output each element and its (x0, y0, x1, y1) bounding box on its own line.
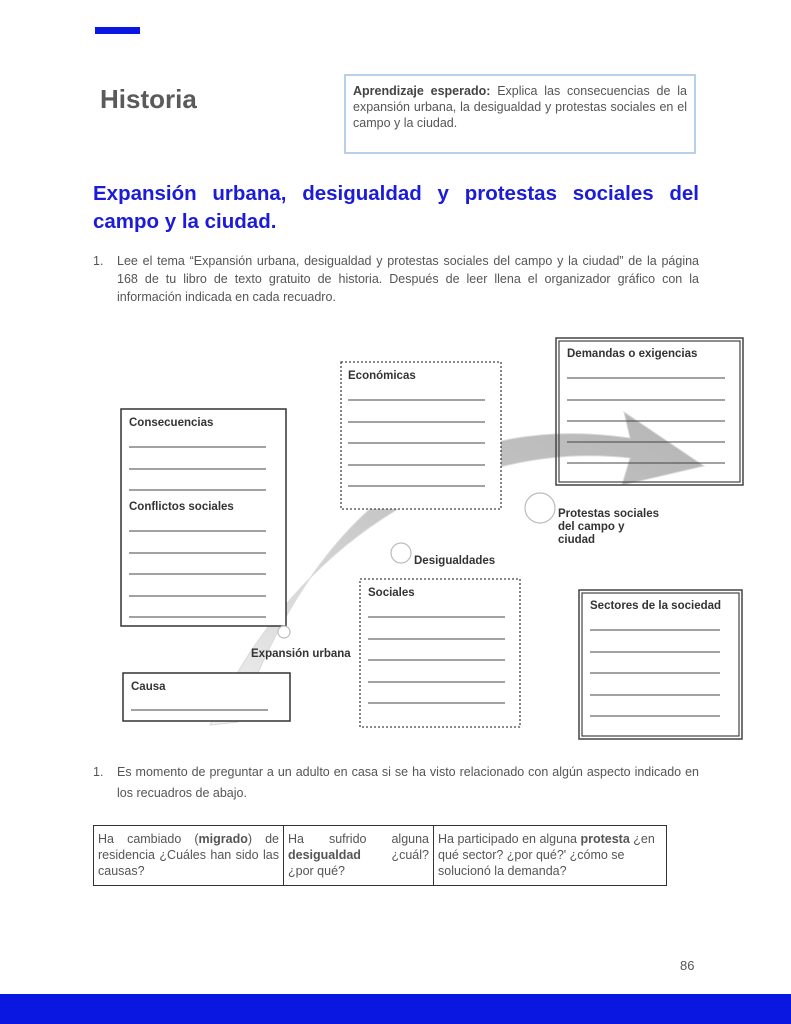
causa-box[interactable] (123, 673, 290, 721)
desigualdades-node (391, 543, 411, 563)
consecuencias-box[interactable] (121, 409, 286, 626)
sectores-box[interactable] (579, 590, 742, 739)
protestas-label-line3: ciudad (558, 534, 596, 546)
instruction-1-number: 1. (93, 254, 104, 268)
instruction-2-text: Es momento de preguntar a un adulto en casa si se ha visto relacionado con algún aspecto indicado en los recuadros de abajo. (117, 765, 699, 800)
sociales-label: Sociales (368, 587, 415, 599)
sectores-label: Sectores de la sociedad (590, 600, 722, 612)
learning-text: Explica las consecuencias de la expansión urbana, la desigualdad y protestas sociales en el campo y la ciudad. (353, 84, 687, 130)
instruction-2-number: 1. (93, 765, 104, 779)
sociales-box[interactable] (360, 579, 520, 727)
expansion-node (278, 626, 290, 638)
page-number: 86 (680, 958, 695, 973)
economicas-label: Económicas (348, 370, 416, 382)
consecuencias-label: Consecuencias (129, 417, 214, 429)
conflictos-label: Conflictos sociales (129, 501, 234, 513)
learning-label: Aprendizaje esperado: (353, 84, 491, 98)
subject-title: Historia (100, 84, 197, 114)
protest-question-cell[interactable]: Ha participado en alguna protesta ¿en qué sector? ¿por qué?' ¿cómo se solucionó la demanda? (434, 826, 667, 886)
interview-table (93, 825, 667, 886)
migration-question-cell[interactable]: Ha cambiado (migrado) de residencia ¿Cuáles han sido las causas? (94, 826, 284, 886)
protestas-label-line2: del campo y (558, 521, 625, 533)
page-title: Expansión urbana, desigualdad y protestas sociales del campo y la ciudad. (93, 182, 699, 233)
economicas-box[interactable] (341, 362, 501, 509)
instruction-2 (93, 762, 699, 806)
instruction-1-text: Lee el tema “Expansión urbana, desigualdad y protestas sociales del campo y la ciudad” de la página 168 de tu libro de texto gratuito de historia. Después de leer llena el organizador gráfico con la información indicada en cada recuadro. (117, 254, 699, 304)
inequality-question-cell[interactable]: Ha sufrido alguna desigualdad ¿cuál? ¿por qué? (284, 826, 434, 886)
bottom-accent-bar (0, 994, 791, 1024)
expansion-label: Expansión urbana (251, 648, 351, 660)
protestas-node (525, 493, 555, 523)
demandas-box[interactable] (556, 338, 743, 485)
desigualdades-label: Desigualdades (414, 555, 496, 567)
protestas-label-line1: Protestas sociales (558, 508, 660, 520)
demandas-label: Demandas o exigencias (567, 348, 698, 360)
causa-label: Causa (131, 681, 166, 693)
